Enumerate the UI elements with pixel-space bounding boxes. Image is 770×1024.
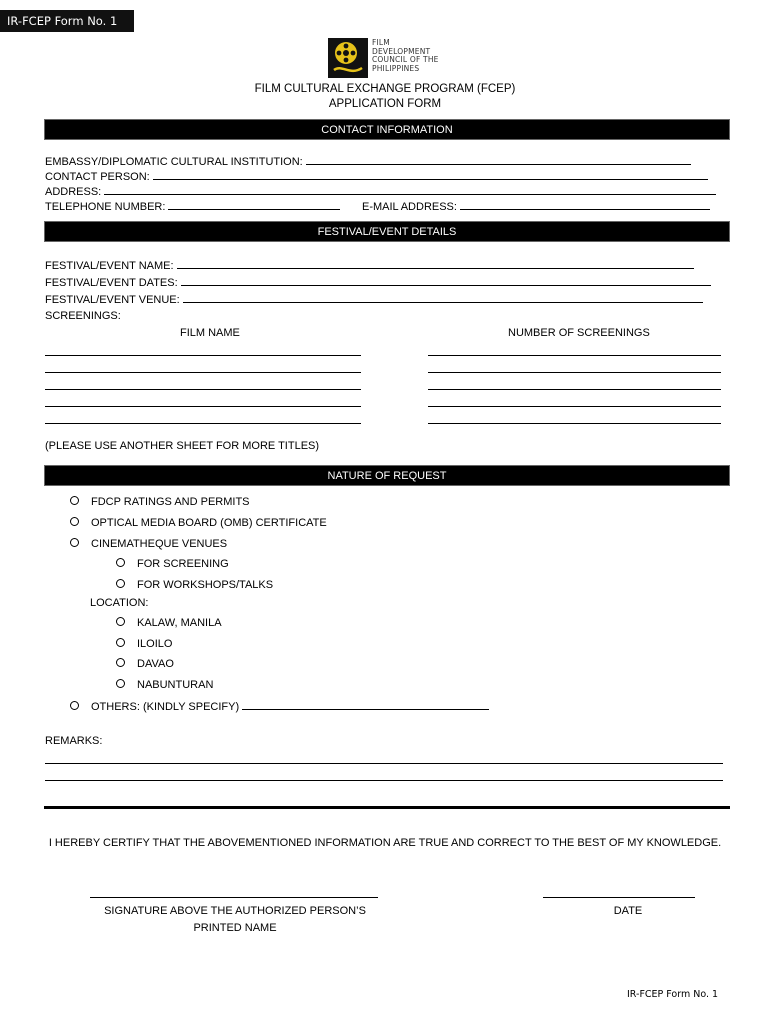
remarks-label: REMARKS:: [45, 735, 103, 747]
option-label: ILOILO: [137, 638, 173, 650]
embassy-label: EMBASSY/DIPLOMATIC CULTURAL INSTITUTION:: [45, 156, 303, 168]
remarks-line[interactable]: [45, 780, 723, 781]
address-field[interactable]: [45, 184, 716, 199]
form-subtitle: APPLICATION FORM: [328, 98, 442, 110]
option-for-workshops[interactable]: [116, 578, 273, 592]
radio-circle-icon[interactable]: [116, 579, 125, 588]
logo-line: PHILIPPINES: [372, 63, 420, 73]
option-label: FOR WORKSHOPS/TALKS: [137, 579, 274, 591]
screening-count-line[interactable]: [428, 423, 721, 424]
radio-circle-icon[interactable]: [116, 658, 125, 667]
option-label: NABUNTURAN: [137, 679, 214, 691]
logo-line: FILM: [372, 38, 390, 47]
telephone-field[interactable]: [45, 199, 340, 214]
option-label: FDCP RATINGS AND PERMITS: [91, 496, 250, 508]
screening-count-line[interactable]: [428, 406, 721, 407]
section-header-festival: FESTIVAL/EVENT DETAILS: [44, 221, 730, 242]
contact-person-input-line[interactable]: [153, 169, 708, 180]
festival-venue-input-line[interactable]: [183, 292, 703, 303]
radio-circle-icon[interactable]: [116, 558, 125, 567]
option-nabunturan[interactable]: [116, 678, 213, 692]
radio-circle-icon[interactable]: [70, 538, 79, 547]
radio-circle-icon[interactable]: [116, 679, 125, 688]
footer-form-number: IR-FCEP Form No. 1: [627, 989, 719, 1000]
section-divider: [44, 806, 730, 809]
film-name-line[interactable]: [45, 423, 361, 424]
screening-count-line[interactable]: [428, 372, 721, 373]
form-title: FILM CULTURAL EXCHANGE PROGRAM (FCEP): [254, 83, 516, 95]
film-reel-icon: [328, 38, 368, 78]
festival-name-input-line[interactable]: [177, 258, 694, 269]
section-header-request: NATURE OF REQUEST: [44, 465, 730, 486]
festival-dates-label: FESTIVAL/EVENT DATES:: [45, 277, 178, 289]
date-line[interactable]: [543, 897, 695, 898]
option-label: KALAW, MANILA: [137, 617, 222, 629]
option-label: OTHERS: (KINDLY SPECIFY): [91, 701, 240, 713]
radio-circle-icon[interactable]: [70, 701, 79, 710]
option-omb-certificate[interactable]: [70, 516, 327, 530]
logo-text: [372, 39, 439, 73]
date-label: DATE: [613, 905, 643, 917]
logo-line: COUNCIL OF THE: [372, 55, 439, 65]
film-name-line[interactable]: [45, 406, 361, 407]
festival-name-field[interactable]: [45, 258, 694, 273]
festival-venue-label: FESTIVAL/EVENT VENUE:: [45, 294, 180, 306]
column-header-film-name: FILM NAME: [180, 327, 240, 339]
radio-circle-icon[interactable]: [70, 517, 79, 526]
film-name-line[interactable]: [45, 355, 361, 356]
more-titles-note: (PLEASE USE ANOTHER SHEET FOR MORE TITLES): [45, 440, 320, 452]
email-label: E-MAIL ADDRESS:: [362, 201, 457, 213]
telephone-input-line[interactable]: [168, 199, 340, 210]
telephone-label: TELEPHONE NUMBER:: [45, 201, 166, 213]
option-label: OPTICAL MEDIA BOARD (OMB) CERTIFICATE: [91, 517, 327, 529]
form-number-tag: IR-FCEP Form No. 1: [0, 10, 134, 32]
logo-line: DEVELOPMENT: [372, 46, 431, 56]
section-header-contact: CONTACT INFORMATION: [44, 119, 730, 140]
embassy-input-line[interactable]: [306, 154, 691, 165]
radio-circle-icon[interactable]: [70, 496, 79, 505]
embassy-field[interactable]: [45, 154, 691, 169]
option-label: CINEMATHEQUE VENUES: [91, 538, 228, 550]
option-fdcp-ratings[interactable]: [70, 495, 250, 509]
screening-count-line[interactable]: [428, 355, 721, 356]
signature-label: SIGNATURE ABOVE THE AUTHORIZED PERSON’S: [104, 905, 366, 917]
option-label: DAVAO: [137, 658, 174, 670]
festival-venue-field[interactable]: [45, 292, 703, 307]
option-kalaw-manila[interactable]: [116, 616, 222, 630]
address-label: ADDRESS:: [45, 186, 102, 198]
screenings-label: SCREENINGS:: [45, 310, 121, 322]
others-input-line[interactable]: [242, 699, 489, 710]
option-others[interactable]: [70, 699, 489, 714]
option-davao[interactable]: [116, 657, 174, 671]
film-name-line[interactable]: [45, 372, 361, 373]
address-input-line[interactable]: [104, 184, 716, 195]
radio-circle-icon[interactable]: [116, 617, 125, 626]
festival-name-label: FESTIVAL/EVENT NAME:: [45, 260, 174, 272]
option-cinematheque-venues[interactable]: [70, 537, 227, 551]
signature-line[interactable]: [90, 897, 378, 898]
option-label: FOR SCREENING: [137, 558, 229, 570]
printed-name-label: PRINTED NAME: [193, 922, 277, 934]
email-field[interactable]: [362, 199, 710, 214]
remarks-line[interactable]: [45, 763, 723, 764]
option-iloilo[interactable]: [116, 637, 172, 651]
screening-count-line[interactable]: [428, 389, 721, 390]
radio-circle-icon[interactable]: [116, 638, 125, 647]
contact-person-label: CONTACT PERSON:: [45, 171, 150, 183]
location-label: LOCATION:: [90, 597, 149, 609]
email-input-line[interactable]: [460, 199, 710, 210]
festival-dates-field[interactable]: [45, 275, 711, 290]
contact-person-field[interactable]: [45, 169, 708, 184]
film-name-line[interactable]: [45, 389, 361, 390]
option-for-screening[interactable]: [116, 557, 229, 571]
festival-dates-input-line[interactable]: [181, 275, 711, 286]
fdcp-logo: [328, 38, 468, 78]
column-header-number-of-screenings: NUMBER OF SCREENINGS: [508, 327, 650, 339]
certification-statement: I HEREBY CERTIFY THAT THE ABOVEMENTIONED INFORMATION ARE TRUE AND CORRECT TO THE BEST OF MY KNOWLEDGE.: [48, 837, 722, 849]
